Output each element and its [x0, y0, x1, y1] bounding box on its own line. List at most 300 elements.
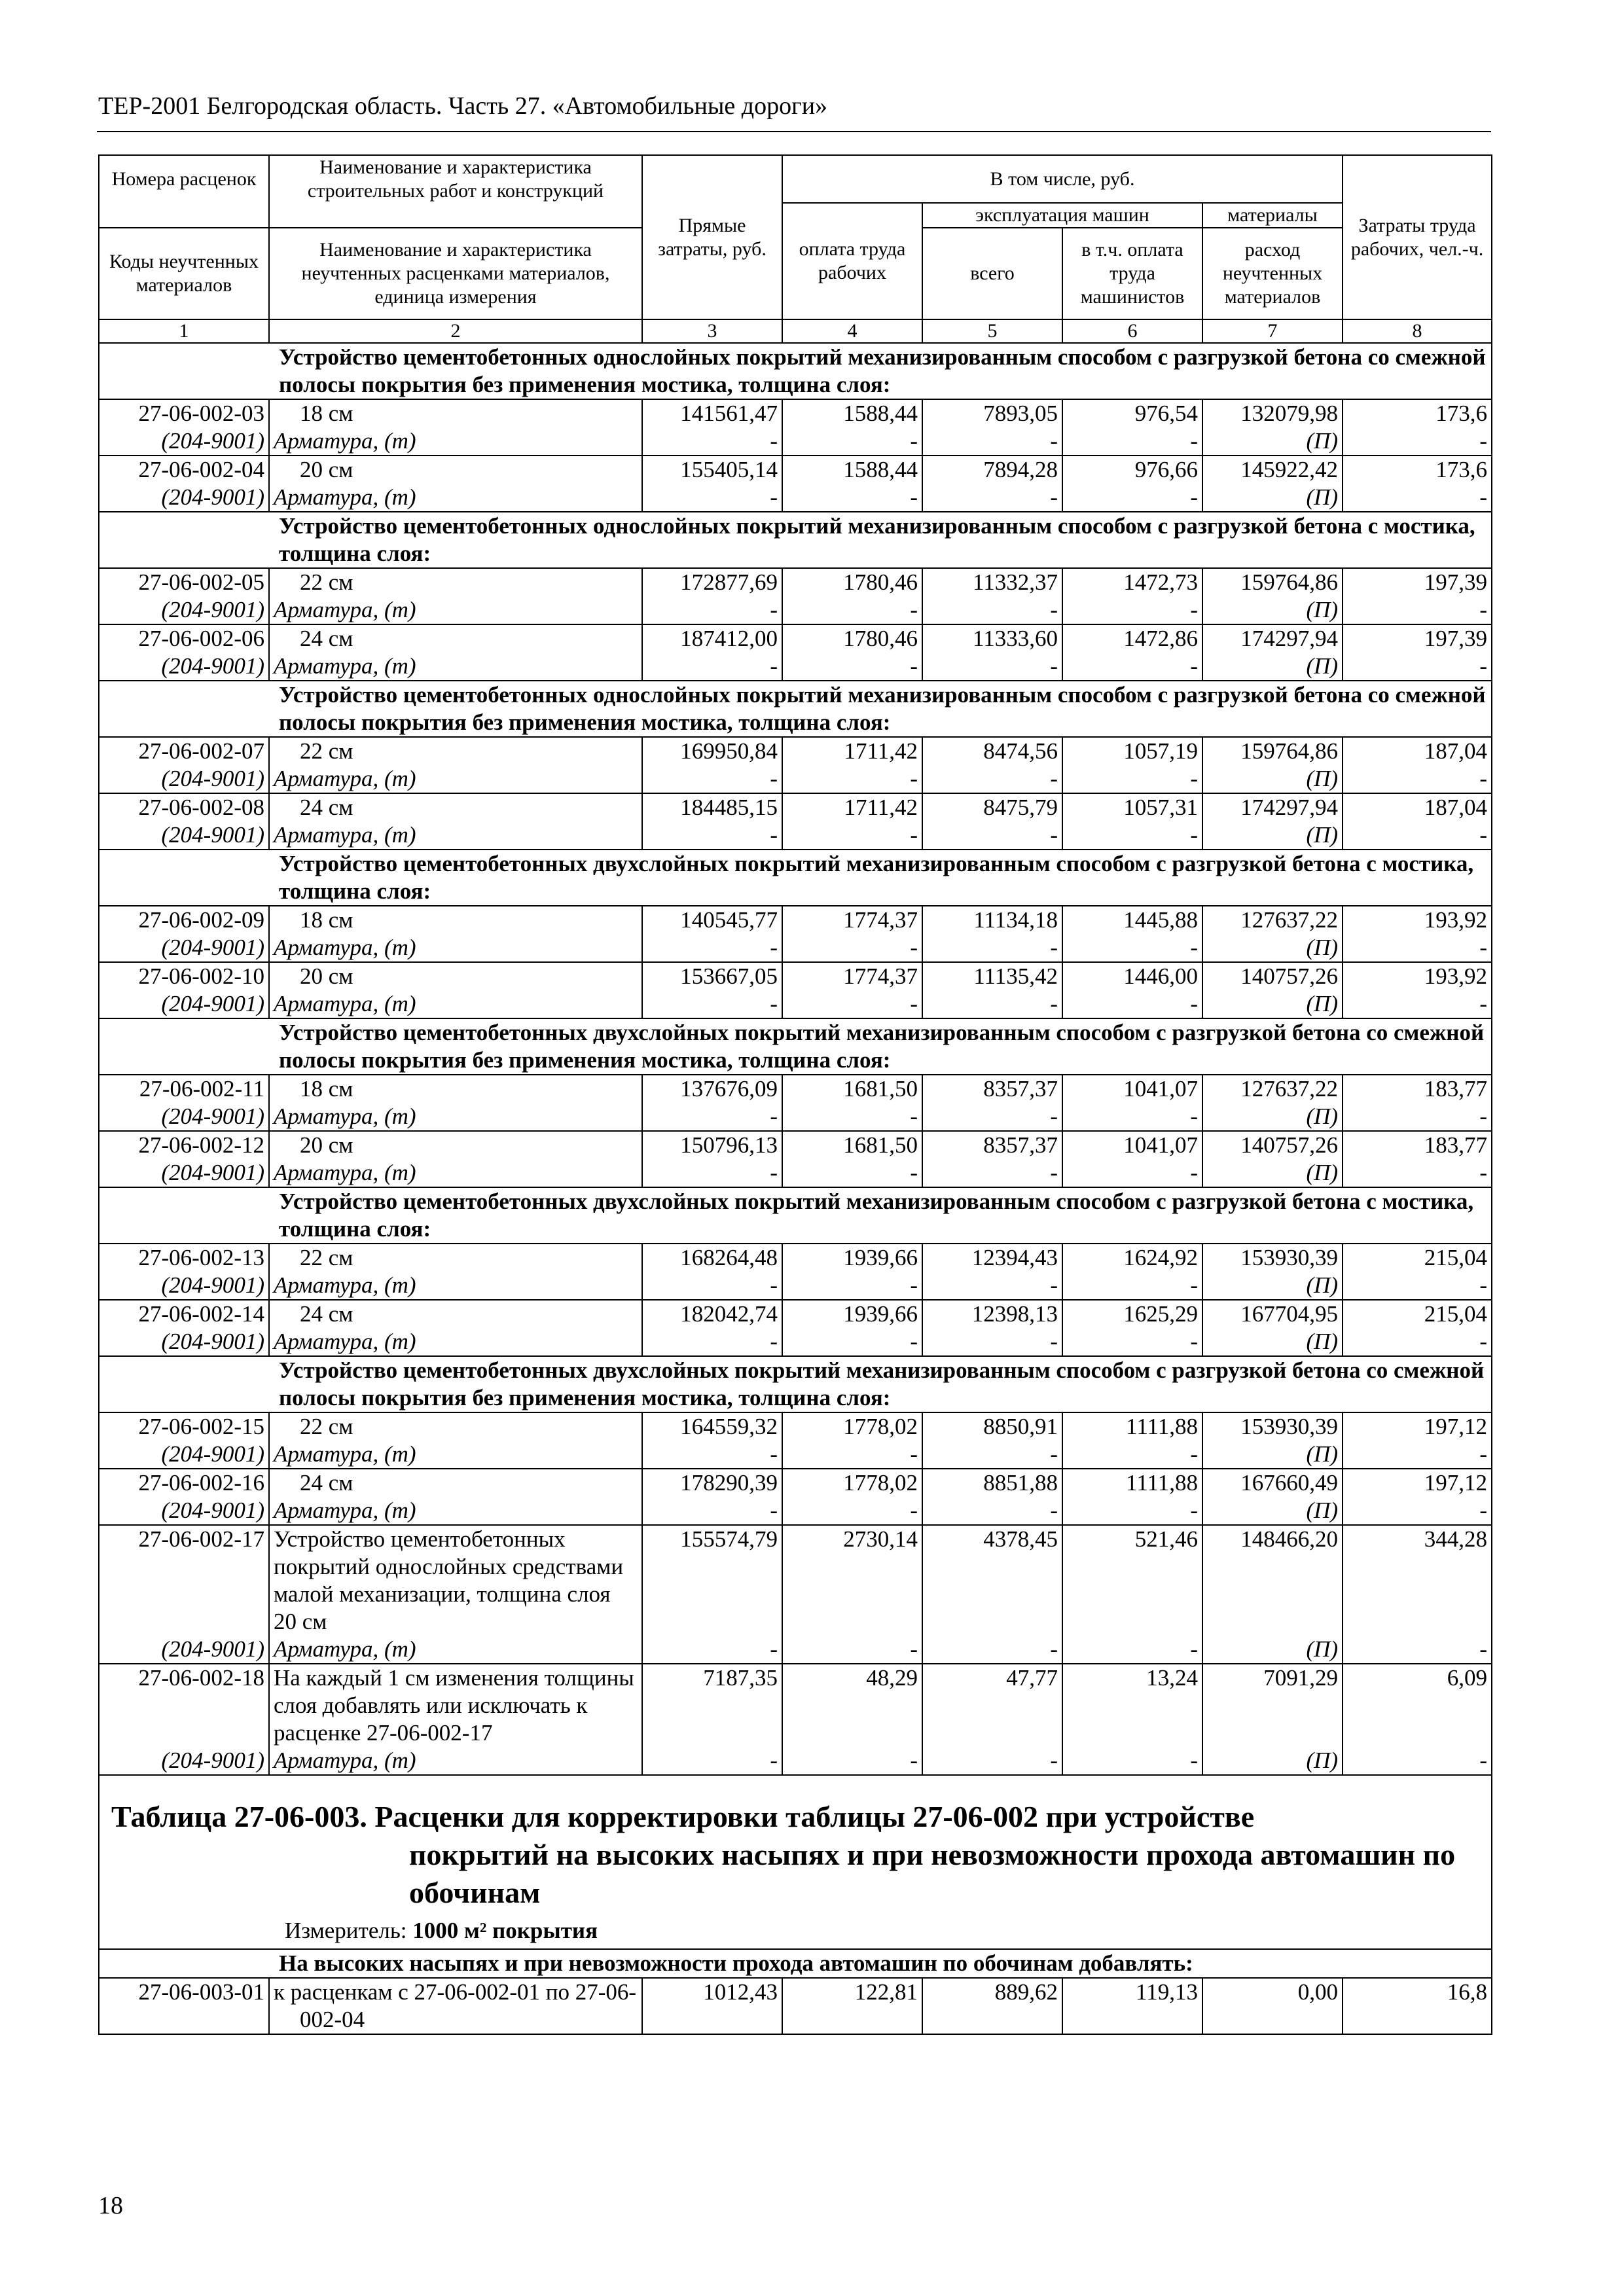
material-flag: (П)	[1202, 1272, 1343, 1300]
dash: -	[642, 1747, 782, 1775]
dash: -	[1343, 1328, 1492, 1356]
rate-code: 27-06-002-03	[99, 399, 269, 427]
material-row	[99, 990, 1492, 1018]
materials: 153930,39	[1202, 1244, 1343, 1272]
dash: -	[1343, 596, 1492, 624]
material-code: (204-9001)	[99, 1636, 269, 1664]
dash: -	[922, 1272, 1062, 1300]
dash: -	[642, 596, 782, 624]
labor-hours: 344,28	[1343, 1525, 1492, 1636]
col-number: 7	[1202, 319, 1343, 343]
dash: -	[782, 653, 922, 681]
dash: -	[642, 934, 782, 962]
measure-line	[111, 1917, 1479, 1945]
table-003-title	[111, 1798, 1479, 1912]
machines-total: 11332,37	[922, 568, 1062, 596]
rate-code: 27-06-002-05	[99, 568, 269, 596]
dash: -	[1062, 596, 1202, 624]
labor-hours: 173,6	[1343, 456, 1492, 484]
dash: -	[642, 1497, 782, 1525]
dash: -	[1062, 1272, 1202, 1300]
direct-costs: 155574,79	[642, 1525, 782, 1636]
rate-code: 27-06-002-12	[99, 1131, 269, 1159]
dash: -	[922, 1328, 1062, 1356]
dash: -	[922, 1103, 1062, 1131]
th-labor-wage: оплата труда рабочих	[782, 203, 922, 319]
table-row	[99, 1412, 1492, 1441]
materials: 140757,26	[1202, 962, 1343, 990]
rate-name: 18 см	[269, 906, 642, 934]
material-name: Арматура, (т)	[269, 1441, 642, 1469]
machinist-wage: 1057,31	[1062, 793, 1202, 821]
labor-hours: 183,77	[1343, 1075, 1492, 1103]
direct-costs: 141561,47	[642, 399, 782, 427]
material-name: Арматура, (т)	[269, 1747, 642, 1775]
machines-total: 7894,28	[922, 456, 1062, 484]
rate-name: 24 см	[269, 1300, 642, 1328]
dash: -	[922, 1159, 1062, 1187]
direct-costs: 184485,15	[642, 793, 782, 821]
material-name: Арматура, (т)	[269, 821, 642, 850]
dash: -	[1343, 1272, 1492, 1300]
material-name: Арматура, (т)	[269, 990, 642, 1018]
dash: -	[1343, 1441, 1492, 1469]
measure-value: 1000 м² покрытия	[412, 1918, 598, 1943]
th-material-codes: Коды неучтенных материалов	[99, 228, 269, 319]
dash: -	[1343, 1497, 1492, 1525]
material-code: (204-9001)	[99, 484, 269, 512]
machinist-wage: 1624,92	[1062, 1244, 1202, 1272]
dash: -	[1343, 1159, 1492, 1187]
labor-wage: 1711,42	[782, 737, 922, 765]
material-row	[99, 1328, 1492, 1356]
machines-total: 47,77	[922, 1664, 1062, 1747]
material-flag: (П)	[1202, 653, 1343, 681]
table-003-title-rest: покрытий на высоких насыпях и при невозможности прохода автомашин по обочинам	[409, 1838, 1456, 1909]
labor-wage: 1588,44	[782, 456, 922, 484]
labor-wage: 1681,50	[782, 1075, 922, 1103]
rate-code: 27-06-002-13	[99, 1244, 269, 1272]
material-flag: (П)	[1202, 484, 1343, 512]
labor-wage: 1780,46	[782, 624, 922, 653]
rate-name: 22 см	[269, 1412, 642, 1441]
machines-total: 11333,60	[922, 624, 1062, 653]
material-flag: (П)	[1202, 765, 1343, 793]
direct-costs: 150796,13	[642, 1131, 782, 1159]
table-003-heading	[99, 1775, 1492, 1949]
dash: -	[642, 1159, 782, 1187]
labor-wage: 1588,44	[782, 399, 922, 427]
rate-name: 20 см	[269, 1131, 642, 1159]
materials: 174297,94	[1202, 624, 1343, 653]
labor-wage: 1774,37	[782, 962, 922, 990]
direct-costs: 187412,00	[642, 624, 782, 653]
col-number: 2	[269, 319, 642, 343]
material-flag: (П)	[1202, 596, 1343, 624]
th-unaccounted-materials: расход неучтенных материалов	[1202, 228, 1343, 319]
dash: -	[922, 990, 1062, 1018]
dash: -	[782, 1747, 922, 1775]
rate-code: 27-06-002-18	[99, 1664, 269, 1747]
dash: -	[922, 427, 1062, 456]
material-name: Арматура, (т)	[269, 1103, 642, 1131]
dash: -	[922, 1636, 1062, 1664]
dash: -	[1062, 990, 1202, 1018]
labor-hours: 173,6	[1343, 399, 1492, 427]
material-row	[99, 427, 1492, 456]
machines-total: 11135,42	[922, 962, 1062, 990]
materials: 153930,39	[1202, 1412, 1343, 1441]
header-rule	[97, 131, 1491, 132]
dash: -	[782, 427, 922, 456]
material-code: (204-9001)	[99, 1497, 269, 1525]
dash: -	[1062, 1441, 1202, 1469]
rate-code: 27-06-002-04	[99, 456, 269, 484]
material-flag: (П)	[1202, 934, 1343, 962]
material-row	[99, 1497, 1492, 1525]
material-code: (204-9001)	[99, 934, 269, 962]
machines-total: 8850,91	[922, 1412, 1062, 1441]
direct-costs: 137676,09	[642, 1075, 782, 1103]
material-row	[99, 821, 1492, 850]
material-flag: (П)	[1202, 1103, 1343, 1131]
machinist-wage: 1057,19	[1062, 737, 1202, 765]
table-row	[99, 624, 1492, 653]
material-row	[99, 934, 1492, 962]
dash: -	[922, 934, 1062, 962]
dash: -	[922, 653, 1062, 681]
col-number: 1	[99, 319, 269, 343]
rate-code: 27-06-002-17	[99, 1525, 269, 1636]
material-name: Арматура, (т)	[269, 1159, 642, 1187]
rate-name: На каждый 1 см изменения толщины слоя добавлять или исключать к расценке 27-06-002-17	[269, 1664, 642, 1747]
th-including: В том числе, руб.	[782, 155, 1343, 203]
dash: -	[642, 653, 782, 681]
th-materials: материалы	[1202, 203, 1343, 228]
material-name: Арматура, (т)	[269, 1328, 642, 1356]
materials: 127637,22	[1202, 1075, 1343, 1103]
dash: -	[922, 1497, 1062, 1525]
rate-code: 27-06-002-07	[99, 737, 269, 765]
table-row	[99, 1131, 1492, 1159]
material-name: Арматура, (т)	[269, 934, 642, 962]
rate-name: 22 см	[269, 1244, 642, 1272]
materials: 148466,20	[1202, 1525, 1343, 1636]
material-name: Арматура, (т)	[269, 1497, 642, 1525]
rate-code: 27-06-002-16	[99, 1469, 269, 1497]
section-title: Устройство цементобетонных однослойных покрытий механизированным способом с разгрузкой бетона со смежной полосы покрытия без применения мостика, толщина слоя:	[99, 681, 1492, 737]
table-row	[99, 1300, 1492, 1328]
material-name: Арматура, (т)	[269, 653, 642, 681]
machinist-wage: 1111,88	[1062, 1412, 1202, 1441]
materials: 132079,98	[1202, 399, 1343, 427]
material-code: (204-9001)	[99, 765, 269, 793]
dash: -	[782, 1441, 922, 1469]
dash: -	[1343, 990, 1492, 1018]
direct-costs: 140545,77	[642, 906, 782, 934]
th-machines-total: всего	[922, 228, 1062, 319]
material-code: (204-9001)	[99, 427, 269, 456]
material-row	[99, 1636, 1492, 1664]
direct-costs: 7187,35	[642, 1664, 782, 1747]
th-spacer-2	[269, 203, 642, 228]
machinist-wage: 1041,07	[1062, 1131, 1202, 1159]
labor-hours: 193,92	[1343, 962, 1492, 990]
direct-costs: 164559,32	[642, 1412, 782, 1441]
materials: 159764,86	[1202, 737, 1343, 765]
dash: -	[782, 1272, 922, 1300]
materials: 7091,29	[1202, 1664, 1343, 1747]
col-number: 4	[782, 319, 922, 343]
section-title: Устройство цементобетонных двухслойных покрытий механизированным способом с разгрузкой бетона со смежной полосы покрытия без применения мостика, толщина слоя:	[99, 1018, 1492, 1075]
section-title: Устройство цементобетонных однослойных покрытий механизированным способом с разгрузкой бетона с мостика, толщина слоя:	[99, 512, 1492, 568]
machines-total: 8357,37	[922, 1075, 1062, 1103]
material-row	[99, 653, 1492, 681]
material-flag: (П)	[1202, 821, 1343, 850]
material-flag: (П)	[1202, 427, 1343, 456]
table-row	[99, 962, 1492, 990]
material-row	[99, 765, 1492, 793]
labor-hours: 197,12	[1343, 1412, 1492, 1441]
rate-code: 27-06-002-09	[99, 906, 269, 934]
section-title: На высоких насыпях и при невозможности прохода автомашин по обочинам добавлять:	[99, 1949, 1492, 1978]
material-code: (204-9001)	[99, 653, 269, 681]
materials: 140757,26	[1202, 1131, 1343, 1159]
material-flag: (П)	[1202, 1441, 1343, 1469]
machines-total: 12394,43	[922, 1244, 1062, 1272]
labor-wage: 1774,37	[782, 906, 922, 934]
running-header: ТЕР-2001 Белгородская область. Часть 27. «Автомобильные дороги»	[98, 92, 828, 120]
labor-wage: 1778,02	[782, 1469, 922, 1497]
material-name: Арматура, (т)	[269, 596, 642, 624]
table-row	[99, 906, 1492, 934]
dash: -	[1062, 427, 1202, 456]
material-name: Арматура, (т)	[269, 765, 642, 793]
dash: -	[642, 1441, 782, 1469]
labor-wage: 1939,66	[782, 1300, 922, 1328]
dash: -	[1062, 1103, 1202, 1131]
dash: -	[1343, 821, 1492, 850]
material-code: (204-9001)	[99, 1103, 269, 1131]
machinist-wage: 1472,86	[1062, 624, 1202, 653]
dash: -	[642, 765, 782, 793]
th-machinist-wage: в т.ч. оплата труда машинистов	[1062, 228, 1202, 319]
dash: -	[1343, 427, 1492, 456]
material-name: Арматура, (т)	[269, 1272, 642, 1300]
dash: -	[1062, 1747, 1202, 1775]
labor-hours: 16,8	[1343, 1978, 1492, 2034]
machines-total: 12398,13	[922, 1300, 1062, 1328]
materials: 127637,22	[1202, 906, 1343, 934]
dash: -	[642, 427, 782, 456]
dash: -	[922, 765, 1062, 793]
material-code: (204-9001)	[99, 990, 269, 1018]
rate-code: 27-06-002-10	[99, 962, 269, 990]
dash: -	[782, 821, 922, 850]
materials: 145922,42	[1202, 456, 1343, 484]
labor-hours: 6,09	[1343, 1664, 1492, 1747]
material-flag: (П)	[1202, 990, 1343, 1018]
material-name: Арматура, (т)	[269, 427, 642, 456]
machines-total: 8851,88	[922, 1469, 1062, 1497]
material-row	[99, 1441, 1492, 1469]
dash: -	[1343, 1103, 1492, 1131]
dash: -	[1062, 1636, 1202, 1664]
machines-total: 4378,45	[922, 1525, 1062, 1636]
material-flag: (П)	[1202, 1747, 1343, 1775]
dash: -	[782, 1328, 922, 1356]
labor-wage: 122,81	[782, 1978, 922, 2034]
section-title: Устройство цементобетонных двухслойных покрытий механизированным способом с разгрузкой бетона с мостика, толщина слоя:	[99, 1187, 1492, 1244]
dash: -	[782, 1497, 922, 1525]
rate-name: 22 см	[269, 737, 642, 765]
labor-wage: 1939,66	[782, 1244, 922, 1272]
machinist-wage: 13,24	[1062, 1664, 1202, 1747]
materials: 159764,86	[1202, 568, 1343, 596]
rate-name: 24 см	[269, 793, 642, 821]
col-number: 3	[642, 319, 782, 343]
table-row	[99, 1075, 1492, 1103]
dash: -	[1062, 653, 1202, 681]
rates-table	[98, 154, 1492, 2035]
table-row	[99, 568, 1492, 596]
labor-hours: 193,92	[1343, 906, 1492, 934]
dash: -	[1062, 1328, 1202, 1356]
machinist-wage: 119,13	[1062, 1978, 1202, 2034]
dash: -	[922, 596, 1062, 624]
labor-hours: 183,77	[1343, 1131, 1492, 1159]
materials: 167660,49	[1202, 1469, 1343, 1497]
dash: -	[1062, 934, 1202, 962]
materials: 0,00	[1202, 1978, 1343, 2034]
rate-name: 24 см	[269, 1469, 642, 1497]
material-code: (204-9001)	[99, 596, 269, 624]
direct-costs: 168264,48	[642, 1244, 782, 1272]
rate-name: 18 см	[269, 1075, 642, 1103]
dash: -	[782, 1103, 922, 1131]
dash: -	[782, 1159, 922, 1187]
materials: 174297,94	[1202, 793, 1343, 821]
rate-name: 20 см	[269, 962, 642, 990]
measure-label: Измеритель:	[285, 1918, 413, 1943]
machines-total: 11134,18	[922, 906, 1062, 934]
dash: -	[922, 1441, 1062, 1469]
labor-hours: 215,04	[1343, 1300, 1492, 1328]
labor-wage: 1681,50	[782, 1131, 922, 1159]
machinist-wage: 976,66	[1062, 456, 1202, 484]
material-row	[99, 484, 1492, 512]
dash: -	[1343, 1636, 1492, 1664]
rate-name: к расценкам с 27-06-002-01 по 27-06-002-04	[269, 1978, 642, 2034]
dash: -	[782, 1636, 922, 1664]
table-row	[99, 793, 1492, 821]
labor-hours: 197,12	[1343, 1469, 1492, 1497]
th-labor-hours: Затраты труда рабочих, чел.-ч.	[1343, 155, 1492, 319]
machinist-wage: 521,46	[1062, 1525, 1202, 1636]
material-row	[99, 596, 1492, 624]
dash: -	[922, 484, 1062, 512]
materials: 167704,95	[1202, 1300, 1343, 1328]
material-code: (204-9001)	[99, 1272, 269, 1300]
dash: -	[782, 484, 922, 512]
material-row	[99, 1747, 1492, 1775]
dash: -	[782, 934, 922, 962]
material-code: (204-9001)	[99, 1747, 269, 1775]
table-row	[99, 1469, 1492, 1497]
dash: -	[922, 1747, 1062, 1775]
machines-total: 8357,37	[922, 1131, 1062, 1159]
labor-wage: 1778,02	[782, 1412, 922, 1441]
table-row	[99, 737, 1492, 765]
direct-costs: 172877,69	[642, 568, 782, 596]
rate-name: 18 см	[269, 399, 642, 427]
labor-hours: 187,04	[1343, 737, 1492, 765]
labor-hours: 197,39	[1343, 568, 1492, 596]
machinist-wage: 1472,73	[1062, 568, 1202, 596]
th-spacer-1	[99, 203, 269, 228]
labor-wage: 1711,42	[782, 793, 922, 821]
rate-code: 27-06-002-08	[99, 793, 269, 821]
dash: -	[922, 821, 1062, 850]
material-name: Арматура, (т)	[269, 1636, 642, 1664]
labor-hours: 187,04	[1343, 793, 1492, 821]
material-flag: (П)	[1202, 1328, 1343, 1356]
machines-total: 889,62	[922, 1978, 1062, 2034]
col-number: 5	[922, 319, 1062, 343]
direct-costs: 155405,14	[642, 456, 782, 484]
col-number: 8	[1343, 319, 1492, 343]
rate-code: 27-06-002-14	[99, 1300, 269, 1328]
direct-costs: 182042,74	[642, 1300, 782, 1328]
material-flag: (П)	[1202, 1636, 1343, 1664]
th-machines: эксплуатация машин	[922, 203, 1202, 228]
machinist-wage: 976,54	[1062, 399, 1202, 427]
page-number: 18	[98, 2192, 123, 2219]
rate-name: 20 см	[269, 456, 642, 484]
section-title: Устройство цементобетонных однослойных покрытий механизированным способом с разгрузкой бетона со смежной полосы покрытия без применения мостика, толщина слоя:	[99, 343, 1492, 399]
direct-costs: 1012,43	[642, 1978, 782, 2034]
dash: -	[1343, 934, 1492, 962]
dash: -	[642, 1636, 782, 1664]
section-title: Устройство цементобетонных двухслойных покрытий механизированным способом с разгрузкой бетона с мостика, толщина слоя:	[99, 850, 1492, 906]
machines-total: 8475,79	[922, 793, 1062, 821]
table-row	[99, 456, 1492, 484]
table-row	[99, 1664, 1492, 1747]
machinist-wage: 1041,07	[1062, 1075, 1202, 1103]
dash: -	[642, 821, 782, 850]
dash: -	[1062, 765, 1202, 793]
labor-hours: 215,04	[1343, 1244, 1492, 1272]
material-row	[99, 1272, 1492, 1300]
dash: -	[642, 1272, 782, 1300]
table-row	[99, 399, 1492, 427]
dash: -	[782, 596, 922, 624]
th-material-name: Наименование и характеристика неучтенных расценками материалов, единица измерения	[269, 228, 642, 319]
dash: -	[1062, 484, 1202, 512]
direct-costs: 153667,05	[642, 962, 782, 990]
machinist-wage: 1446,00	[1062, 962, 1202, 990]
material-row	[99, 1103, 1492, 1131]
material-code: (204-9001)	[99, 1328, 269, 1356]
direct-costs: 178290,39	[642, 1469, 782, 1497]
table-row	[99, 1244, 1492, 1272]
col-number: 6	[1062, 319, 1202, 343]
dash: -	[782, 765, 922, 793]
th-work-name: Наименование и характеристика строительных работ и конструкций	[269, 155, 642, 203]
rate-name: Устройство цементобетонных покрытий однослойных средствами малой механизации, толщина слоя 20 см	[269, 1525, 642, 1636]
dash: -	[642, 1103, 782, 1131]
rate-name: 24 см	[269, 624, 642, 653]
